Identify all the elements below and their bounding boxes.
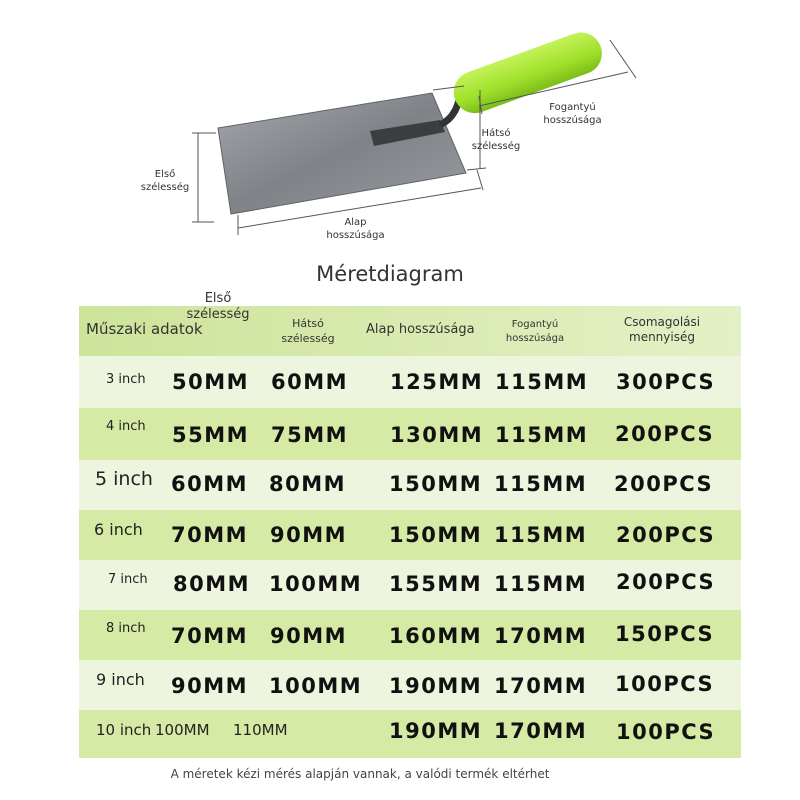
label-back-width: Hátsó szélesség [471, 128, 521, 152]
header-spec: Műszaki adatok [86, 320, 203, 338]
packaging-qty-value: 200PCS [614, 472, 714, 496]
footnote: A méretek kézi mérés alapján vannak, a valódi termék eltérhet [170, 767, 550, 781]
header-base-length: Alap hosszúsága [366, 322, 475, 337]
header-handle-length: Fogantyú hosszúsága [505, 319, 565, 344]
handle-length-value: 170MM [494, 624, 588, 648]
packaging-qty-value: 200PCS [616, 523, 716, 547]
back-width-value: 60MM [271, 370, 349, 394]
size-label: 10 inch [96, 721, 152, 739]
base-length-value: 160MM [389, 624, 483, 648]
handle-length-value: 170MM [494, 719, 588, 743]
front-width-value: 50MM [172, 370, 250, 394]
size-label: 8 inch [106, 621, 146, 636]
size-label: 3 inch [106, 372, 146, 387]
front-width-value: 100MM [155, 721, 210, 739]
front-width-value: 90MM [171, 674, 249, 698]
base-length-value: 155MM [389, 572, 483, 596]
base-length-value: 150MM [389, 523, 483, 547]
handle-length-value: 115MM [495, 370, 589, 394]
label-front-width: Első szélesség [140, 169, 190, 193]
label-handle-length: Fogantyú hosszúsága [543, 102, 602, 126]
base-length-value: 150MM [389, 472, 483, 496]
back-width-value: 100MM [269, 674, 363, 698]
packaging-qty-value: 150PCS [615, 622, 715, 646]
packaging-qty-value: 100PCS [616, 720, 716, 744]
front-width-value: 55MM [172, 423, 250, 447]
page-title: Méretdiagram [316, 262, 464, 286]
size-table [79, 291, 741, 758]
packaging-qty-value: 200PCS [615, 422, 715, 446]
product-diagram [0, 0, 800, 250]
size-label: 5 inch [95, 468, 153, 490]
header-back-width: Hátsó szélesség [281, 317, 335, 345]
packaging-qty-value: 100PCS [615, 672, 715, 696]
trowel-blade [218, 93, 466, 214]
front-width-value: 80MM [173, 572, 251, 596]
front-width-value: 70MM [171, 624, 249, 648]
base-length-value: 125MM [390, 370, 484, 394]
size-label: 6 inch [94, 520, 143, 539]
handle-length-value: 170MM [494, 674, 588, 698]
size-label: 4 inch [106, 419, 146, 434]
size-label: 9 inch [96, 670, 145, 689]
back-width-value: 75MM [271, 423, 349, 447]
base-length-value: 190MM [389, 719, 483, 743]
front-width-value: 70MM [171, 523, 249, 547]
handle-length-value: 115MM [494, 572, 588, 596]
handle-length-value: 115MM [494, 472, 588, 496]
back-width-value: 90MM [270, 523, 348, 547]
size-label: 7 inch [108, 572, 148, 587]
handle-length-value: 115MM [495, 423, 589, 447]
back-width-value: 90MM [270, 624, 348, 648]
header-packaging-qty: Csomagolási mennyiség [623, 315, 701, 344]
base-length-value: 190MM [389, 674, 483, 698]
front-width-value: 60MM [171, 472, 249, 496]
packaging-qty-value: 200PCS [616, 570, 716, 594]
header-front-width: Első szélesség [186, 291, 250, 322]
back-width-value: 110MM [233, 721, 288, 739]
back-width-value: 80MM [269, 472, 347, 496]
handle-length-value: 115MM [494, 523, 588, 547]
base-length-value: 130MM [390, 423, 484, 447]
packaging-qty-value: 300PCS [616, 370, 716, 394]
label-base-length: Alap hosszúsága [326, 217, 385, 241]
back-width-value: 100MM [269, 572, 363, 596]
trowel-illustration [0, 0, 800, 250]
